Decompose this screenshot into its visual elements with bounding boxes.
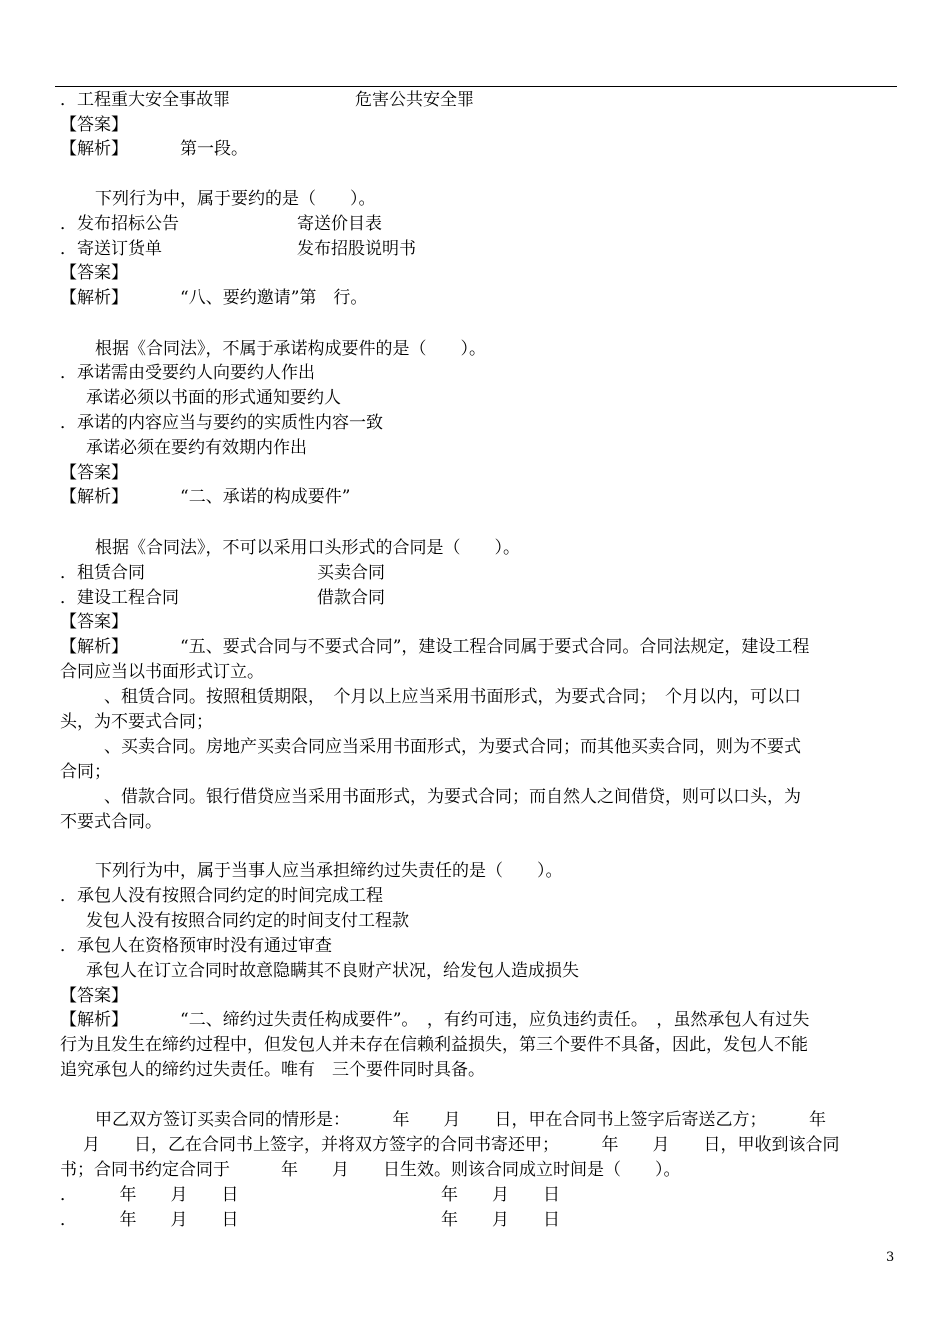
text-line: 发包人没有按照合同约定的时间支付工程款 [86,911,409,931]
text-line: 发布招股说明书 [297,239,416,259]
header-rule [55,86,897,87]
text-line: 不要式合同。 [60,812,162,832]
text-line: 年 月 日 [441,1185,560,1205]
text-line: ．建设工程合同 [60,588,179,608]
text-line: 承诺必须在要约有效期内作出 [86,438,307,458]
text-line: 【解析】 [60,139,128,159]
text-line: “八、要约邀请”第 行。 [180,288,368,308]
text-line: 年 月 日 [441,1210,560,1230]
text-line: 追究承包人的缔约过失责任。唯有 三个要件同时具备。 [60,1060,485,1080]
text-line: ．发布招标公告 [60,214,179,234]
text-line: 【答案】 [60,463,128,483]
text-line: 【答案】 [60,986,128,1006]
text-line: 书；合同书约定合同于 年 月 日生效。则该合同成立时间是（ ）。 [60,1160,681,1180]
text-line: 合同应当以书面形式订立。 [60,662,264,682]
text-line: ．租赁合同 [60,563,145,583]
text-line: 危害公共安全罪 [355,90,474,110]
text-line: “二、缔约过失责任构成要件”。 ，有约可违，应负违约责任。 ，虽然承包人有过失 [180,1010,810,1030]
text-line: 、租赁合同。按照租赁期限， 个月以上应当采用书面形式，为要式合同； 个月以内，可以口 [104,687,801,707]
text-line: 【解析】 [60,637,128,657]
text-line: 根据《合同法》，不可以采用口头形式的合同是（ ）。 [95,538,520,558]
text-line: ．承包人没有按照合同约定的时间完成工程 [60,886,383,906]
text-line: 寄送价目表 [297,214,382,234]
text-line: 下列行为中，属于要约的是（ ）。 [95,189,376,209]
text-line: 甲乙双方签订买卖合同的情形是： 年 月 日，甲在合同书上签字后寄送乙方； 年 [95,1110,826,1130]
text-line: 承诺必须以书面的形式通知要约人 [86,388,341,408]
text-line: ．承诺需由受要约人向要约人作出 [60,363,315,383]
text-line: 合同； [60,762,111,782]
text-line: 头，为不要式合同； [60,712,213,732]
text-line: 【解析】 [60,487,128,507]
text-line: 【答案】 [60,115,128,135]
text-line: 月 日，乙在合同书上签字，并将双方签字的合同书寄还甲； 年 月 日，甲收到该合同 [83,1135,840,1155]
text-line: ．承包人在资格预审时没有通过审查 [60,936,332,956]
text-line: ． 年 月 日 [60,1210,239,1230]
text-line: ．工程重大安全事故罪 [60,90,230,110]
text-line: 、买卖合同。房地产买卖合同应当采用书面形式，为要式合同；而其他买卖合同，则为不要式 [104,737,801,757]
text-line: “二、承诺的构成要件” [180,487,351,507]
text-line: 承包人在订立合同时故意隐瞒其不良财产状况，给发包人造成损失 [86,961,579,981]
text-line: 第一段。 [180,139,248,159]
text-line: 行为且发生在缔约过程中，但发包人并未存在信赖利益损失，第三个要件不具备，因此，发包人不能 [60,1035,808,1055]
text-line: 下列行为中，属于当事人应当承担缔约过失责任的是（ ）。 [95,861,563,881]
text-line: ．寄送订货单 [60,239,162,259]
text-line: 【解析】 [60,288,128,308]
text-line: 借款合同 [317,588,385,608]
text-line: 买卖合同 [317,563,385,583]
text-line: 【解析】 [60,1010,128,1030]
text-line: 【答案】 [60,612,128,632]
page-number: 3 [886,1250,895,1265]
text-line: ． 年 月 日 [60,1185,239,1205]
text-line: 、借款合同。银行借贷应当采用书面形式，为要式合同；而自然人之间借贷，则可以口头，为 [104,787,801,807]
text-line: ．承诺的内容应当与要约的实质性内容一致 [60,413,383,433]
text-line: “五、要式合同与不要式合同”，建设工程合同属于要式合同。合同法规定，建设工程 [180,637,810,657]
text-line: 根据《合同法》，不属于承诺构成要件的是（ ）。 [95,339,486,359]
text-line: 【答案】 [60,263,128,283]
